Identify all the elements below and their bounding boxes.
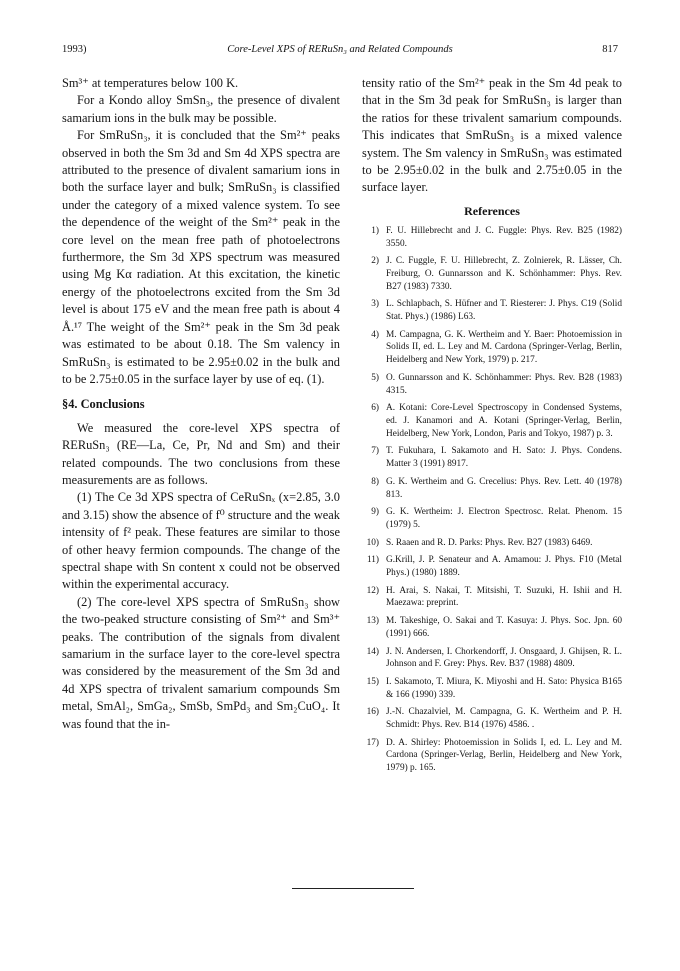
reference-number: 3): [371, 299, 379, 310]
reference-item: [362, 372, 622, 397]
reference-number: 2): [371, 256, 379, 267]
reference-item: [362, 554, 622, 579]
reference-item: [362, 706, 622, 731]
reference-text: H. Arai, S. Nakai, T. Mitsishi, T. Suzuki, H. Ishii and H. Maezawa: preprint.: [386, 585, 622, 609]
reference-number: 9): [371, 507, 379, 518]
reference-text: G.Krill, J. P. Senateur and A. Amamou: J. Phys. F10 (Metal Phys.) (1980) 1889.: [386, 555, 622, 579]
reference-text: J. N. Andersen, I. Chorkendorff, J. Onsgaard, J. Ghijsen, R. L. Johnson and F. Grey: Phys. Rev. B37 (1988) 4809.: [386, 646, 622, 670]
reference-text: D. A. Shirley: Photoemission in Solids I, ed. L. Ley and M. Cardona (Springer-Verlag, Berlin, Heidelberg and New York, 1979) p. 165.: [386, 737, 622, 774]
reference-number: 13): [366, 616, 379, 627]
body-paragraph: tensity ratio of the Sm²⁺ peak in the Sm 4d peak to that in the Sm 3d peak for SmRuSn₃ is larger than the ratios for these trivalent samarium compounds. This indicates that SmRuSn₃ is a mixed valence system. The Sm valency in SmRuSn₃ was estimated to be 2.95±0.02 in the bulk and 2.75±0.05 in the surface layer.: [362, 76, 622, 195]
reference-text: L. Schlapbach, S. Hüfner and T. Riesterer: J. Phys. C19 (Solid Stat. Phys.) (1986) L63.: [386, 299, 622, 323]
reference-number: 17): [366, 737, 379, 748]
reference-number: 14): [366, 646, 379, 657]
running-header: [62, 44, 618, 60]
reference-text: O. Gunnarsson and K. Schönhammer: Phys. Rev. B28 (1983) 4315.: [386, 372, 622, 396]
reference-text: G. K. Wertheim and G. Crecelius: Phys. Rev. Lett. 40 (1978) 813.: [386, 476, 622, 500]
reference-list: [362, 225, 622, 775]
reference-number: 7): [371, 446, 379, 457]
reference-text: J.-N. Chazalviel, M. Campagna, G. K. Wertheim and P. H. Schmidt: Phys. Rev. B14 (1976) 4586. .: [386, 707, 622, 731]
reference-item: [362, 402, 622, 440]
reference-number: 8): [371, 476, 379, 487]
reference-item: [362, 646, 622, 671]
reference-text: M. Takeshige, O. Sakai and T. Kasuya: J. Phys. Soc. Jpn. 60 (1991) 666.: [386, 616, 622, 639]
reference-number: 15): [366, 676, 379, 687]
reference-item: [362, 615, 622, 640]
reference-item: [362, 506, 622, 531]
reference-text: F. U. Hillebrecht and J. C. Fuggle: Phys. Rev. B25 (1982) 3550.: [386, 225, 622, 249]
reference-item: [362, 585, 622, 610]
references-heading: References: [464, 203, 520, 218]
reference-text: A. Kotani: Core-Level Spectroscopy in Condensed Systems, ed. J. Kanamori and A. Kotani (Springer-Verlag, Berlin, Heidelberg, New York, London, Paris and Tokyo, 1987) p. 3.: [386, 403, 622, 439]
conclusion-paragraph: (1) The Ce 3d XPS spectra of CeRuSnₓ (x=2.85, 3.0 and 3.15) show the absence of f⁰ structure and the weak intensity of f² peak. These features are similar to those of other heavy fermion compounds. The change of the spectral shape with Sn content x could not be observed within the experimental accuracy.: [62, 490, 340, 592]
right-body: [362, 75, 622, 197]
reference-item: [362, 329, 622, 367]
reference-number: 4): [371, 329, 379, 340]
reference-item: [362, 476, 622, 501]
reference-item: [362, 255, 622, 293]
header-title: Core-Level XPS of RERuSn₃ and Related Compounds: [227, 44, 453, 55]
reference-item: [362, 225, 622, 250]
reference-text: M. Campagna, G. K. Wertheim and Y. Baer: Photoemission in Solids II, ed. L. Ley and M. Cardona (Springer-Verlag, Berlin, Heidelberg and New York, 1979) p. 217.: [386, 329, 622, 366]
reference-text: J. C. Fuggle, F. U. Hillebrecht, Z. Zolnierek, R. Lässer, Ch. Freiburg, O. Gunnarsson and K. Schönhammer: Phys. Rev. B27 (1983) 7330.: [386, 256, 622, 292]
reference-number: 11): [366, 555, 379, 566]
conclusion-paragraph: (2) The core-level XPS spectra of SmRuSn₃ show the two-peaked structure consisting of Sm²⁺ and Sm³⁺ peaks. The contribution of the signals from divalent samarium in the surface layer to the core-level spectra was considered by the measurement of the Sm 3d and 4d XPS spectra of trivalent samarium compounds Sm metal, SmAl₂, SmGa₂, SmSb, SmPd₃ and Sm₂CuO₄. It was found that the in-: [62, 594, 340, 731]
reference-number: 1): [371, 225, 379, 236]
reference-item: [362, 298, 622, 323]
body-paragraph: For a Kondo alloy SmSn₃, the presence of divalent samarium ions in the bulk may be possible.: [62, 93, 340, 125]
body-paragraph: Sm³⁺ at temperatures below 100 K.: [62, 76, 239, 90]
reference-item: [362, 537, 622, 550]
header-page-number: 817: [602, 44, 618, 55]
reference-item: [362, 445, 622, 470]
reference-item: [362, 737, 622, 775]
reference-number: 5): [371, 372, 379, 383]
reference-item: [362, 676, 622, 701]
conclusion-paragraph: We measured the core-level XPS spectra of RERuSn₃ (RE—La, Ce, Pr, Nd and Sm) and their related compounds. The two conclusions from these measurements are as follows.: [62, 420, 340, 487]
body-paragraph: For SmRuSn₃, it is concluded that the Sm²⁺ peaks observed in both the Sm 3d and Sm 4d XPS spectra are attributed to the presence of divalent samarium ions in both the surface layer and bulk; SmRuSn₃ is classified under the category of a mixed valence system. To see the dependence of the weight of the Sm²⁺ peak in the core level on the mean free path of photoelectrons furthermore, the Sm 3d XPS spectrum was measured using Mg Kα radiation. At this excitation, the kinetic energy of the photoelectrons excited from the Sm 3d level is about 175 eV and the mean free path is about 4 Å.¹⁷ The weight of the Sm²⁺ peak in the Sm 3d peak was estimated to be about 0.18. The Sm valency in SmRuSn₃ is estimated to be 2.95±0.02 in the bulk and to be 2.75±0.05 in the surface layer by use of eq. (1).: [62, 128, 340, 386]
header-year: 1993): [62, 44, 87, 55]
reference-text: T. Fukuhara, I. Sakamoto and H. Sato: J. Phys. Condens. Matter 3 (1991) 8917.: [386, 446, 622, 470]
left-column: [62, 75, 340, 733]
reference-text: S. Raaen and R. D. Parks: Phys. Rev. B27 (1983) 6469.: [386, 537, 593, 548]
reference-number: 16): [366, 707, 379, 718]
reference-number: 6): [371, 403, 379, 414]
reference-number: 10): [366, 537, 379, 548]
section-heading: §4. Conclusions: [62, 397, 145, 412]
right-column: [362, 75, 622, 780]
reference-text: I. Sakamoto, T. Miura, K. Miyoshi and H. Sato: Physica B165 & 166 (1990) 339.: [386, 676, 622, 700]
reference-number: 12): [366, 585, 379, 596]
reference-text: G. K. Wertheim: J. Electron Spectrosc. Relat. Phenom. 15 (1979) 5.: [386, 507, 622, 530]
footer-rule: [292, 888, 414, 889]
left-body: [62, 75, 340, 733]
